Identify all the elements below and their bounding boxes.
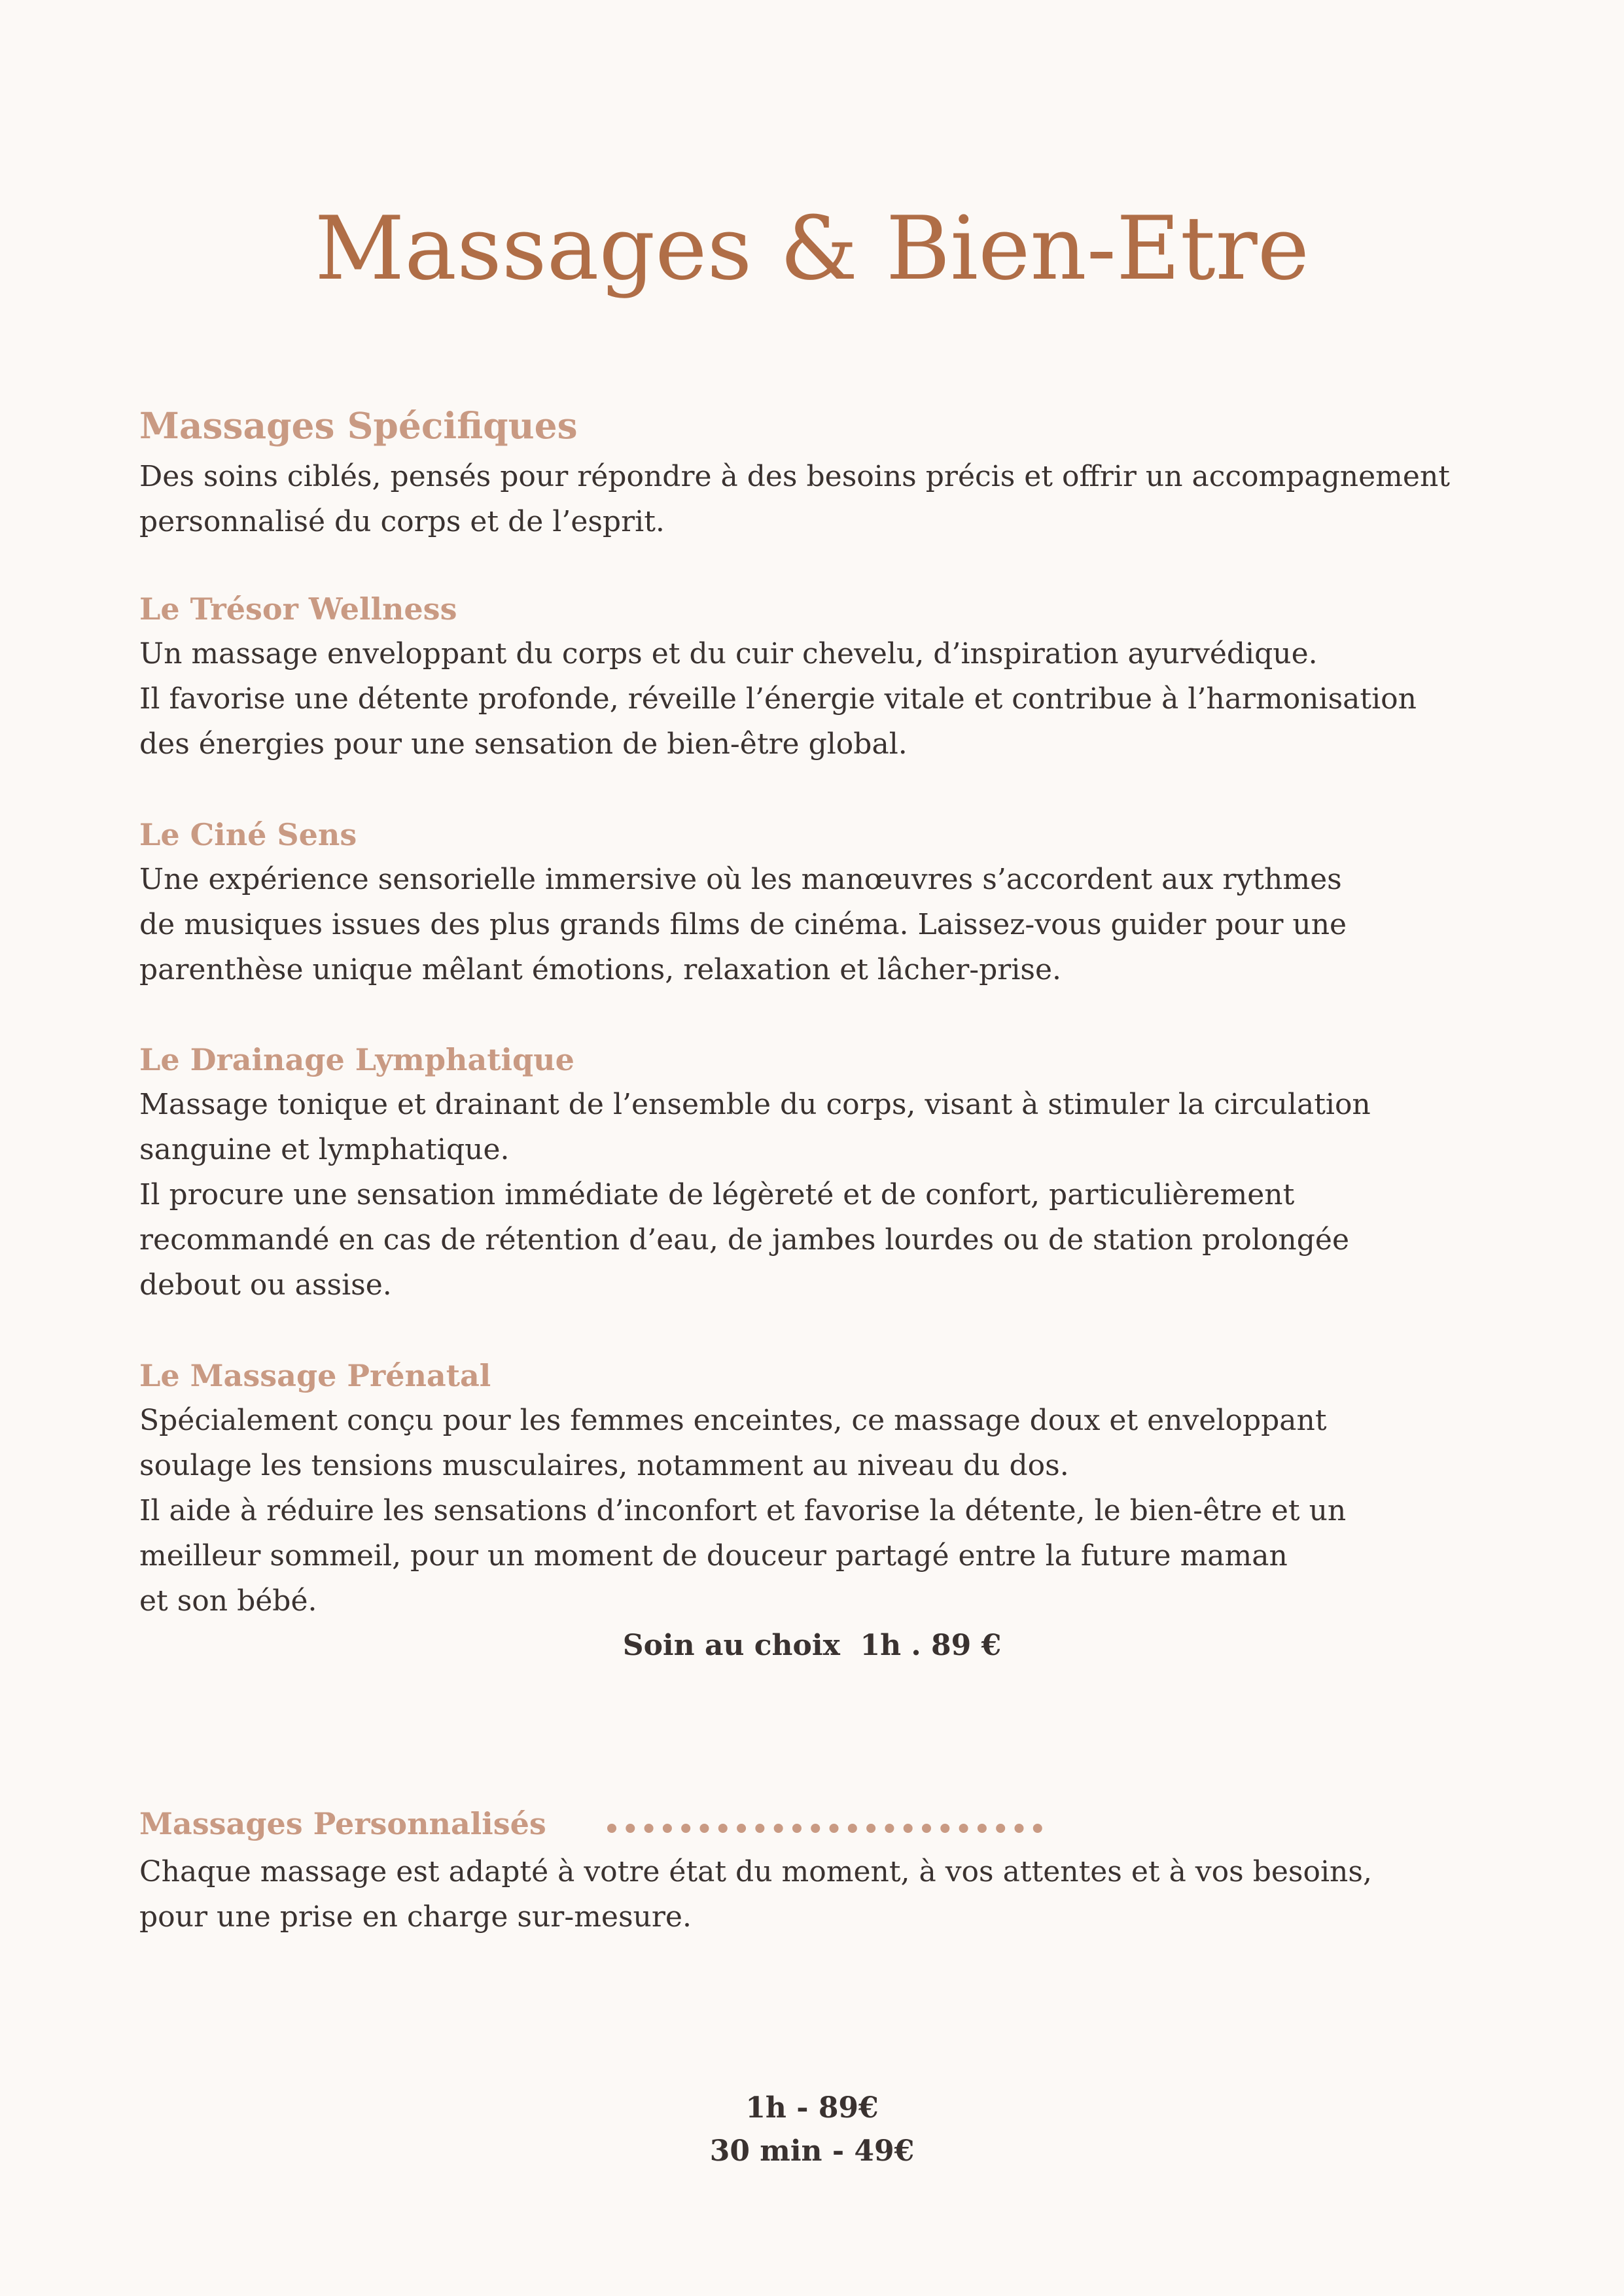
price-personalized-1h: 1h - 89€ (745, 2091, 879, 2125)
item-heading-drainage-lymphatique: Le Drainage Lymphatique (139, 1042, 574, 1077)
description-line: parenthèse unique mêlant émotions, relaxation et lâcher-prise. (139, 953, 1062, 986)
price-personalized-30min: 30 min - 49€ (709, 2134, 915, 2168)
description-line: Spécialement conçu pour les femmes enceintes, ce massage doux et enveloppant (139, 1404, 1327, 1437)
description-line: Il aide à réduire les sensations d’inconfort et favorise la détente, le bien-être et un (139, 1494, 1347, 1527)
description-line: Il procure une sensation immédiate de légèreté et de confort, particulièrement (139, 1178, 1295, 1211)
description-line: sanguine et lymphatique. (139, 1133, 510, 1166)
item-description-tresor-wellness (139, 631, 1500, 767)
item-heading-massage-prenatal: Le Massage Prénatal (139, 1358, 491, 1393)
section-heading-personalized: Massages Personnalisés (139, 1806, 546, 1841)
intro-line: Des soins ciblés, pensés pour répondre à des besoins précis et offrir un accompagnement (139, 460, 1450, 493)
description-line: Il favorise une détente profonde, réveille l’énergie vitale et contribue à l’harmonisation (139, 682, 1417, 716)
description-line: recommandé en cas de rétention d’eau, de jambes lourdes ou de station prolongée (139, 1223, 1350, 1257)
description-line: et son bébé. (139, 1584, 317, 1618)
description-line: pour une prise en charge sur-mesure. (139, 1900, 692, 1934)
section-description-personalized (139, 1849, 1500, 1939)
intro-line: personnalisé du corps et de l’esprit. (139, 505, 665, 538)
dotted-divider (607, 1824, 1042, 1833)
description-line: meilleur sommeil, pour un moment de douceur partagé entre la future maman (139, 1539, 1288, 1573)
description-line: Une expérience sensorielle immersive où les manœuvres s’accordent aux rythmes (139, 863, 1342, 896)
description-line: Massage tonique et drainant de l’ensemble du corps, visant à stimuler la circulation (139, 1088, 1371, 1121)
description-line: Chaque massage est adapté à votre état du moment, à vos attentes et à vos besoins, (139, 1855, 1372, 1888)
section-heading-specific: Massages Spécifiques (139, 404, 578, 447)
description-line: des énergies pour une sensation de bien-être global. (139, 727, 908, 761)
item-heading-cine-sens: Le Ciné Sens (139, 817, 357, 852)
item-heading-tresor-wellness: Le Trésor Wellness (139, 591, 457, 627)
section-intro-specific (139, 454, 1500, 544)
page-title: Massages & Bien-Etre (314, 198, 1310, 300)
description-line: de musiques issues des plus grands films de cinéma. Laissez-vous guider pour une (139, 908, 1347, 941)
item-description-cine-sens (139, 857, 1500, 992)
item-description-drainage-lymphatique (139, 1082, 1500, 1308)
description-line: soulage les tensions musculaires, notamment au niveau du dos. (139, 1449, 1069, 1482)
item-description-massage-prenatal (139, 1398, 1500, 1624)
description-line: Un massage enveloppant du corps et du cuir chevelu, d’inspiration ayurvédique. (139, 637, 1318, 670)
description-line: debout ou assise. (139, 1268, 392, 1302)
price-specific: Soin au choix 1h . 89 € (622, 1629, 1002, 1662)
